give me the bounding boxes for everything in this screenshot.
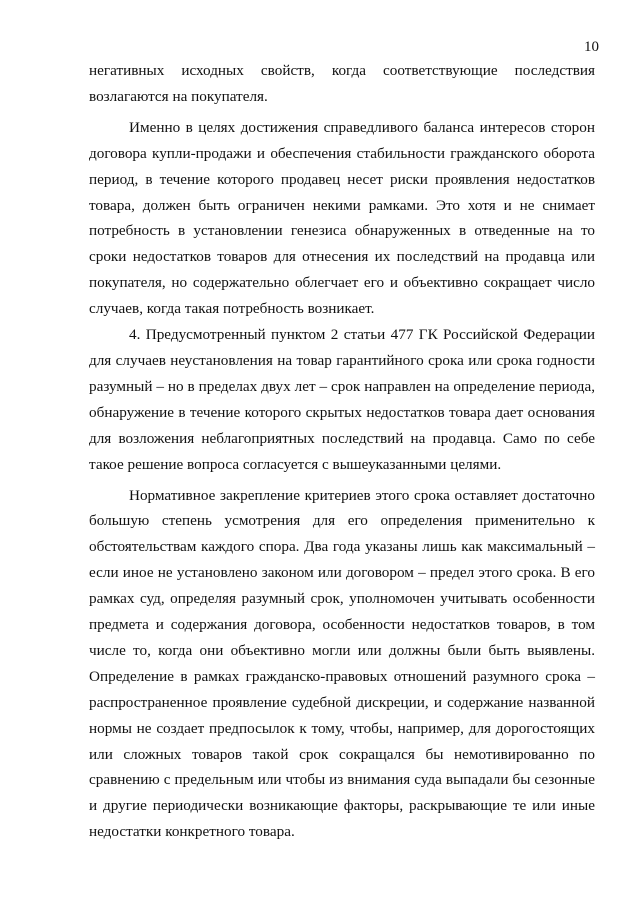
document-body	[89, 58, 595, 845]
paragraph-article-477: 4. Предусмотренный пунктом 2 статьи 477 ГК Российской Федерации для случаев неустановления на товар гарантийного срока или срока годности разумный – но в пределах двух лет – срок направлен на определение периода, обнаружение в течение которого скрытых недостатков товара дает основания для возложения неблагоприятных последствий на продавца. Само по себе такое решение вопроса согласуется с вышеуказанными целями.	[89, 326, 595, 473]
paragraph-continuation: негативных исходных свойств, когда соответствующие последствия возлагаются на покупателя.	[89, 62, 595, 105]
paragraph-balance-of-interests: Именно в целях достижения справедливого баланса интересов сторон договора купли-продажи и обеспечения стабильности гражданского оборота период, в течение которого продавец несет риски проявления недостатков товара, должен быть ограничен некими рамками. Это хотя и не снимает потребность в установлении генезиса обнаруженных в отведенные на то сроки недостатков товаров для отнесения их последствий на продавца или покупателя, но содержательно облегчает его и объективно сокращает число случаев, когда такая потребность возникает.	[89, 118, 595, 318]
page-number: 10	[584, 39, 599, 55]
paragraph-reasonable-term-criteria: Нормативное закрепление критериев этого срока оставляет достаточно большую степень усмотрения для его определения применительно к обстоятельствам каждого спора. Два года указаны лишь как максимальный – если иное не установлено законом или договором – предел этого срока. В его рамках суд, определяя разумный срок, уполномочен учитывать особенности предмета и содержания договора, особенности недостатков товаров, в том числе то, когда они объективно могли или должны были быть выявлены. Определение в рамках гражданско-правовых отношений разумного срока – распространенное проявление судебной дискреции, и содержание названной нормы не создает предпосылок к тому, чтобы, например, для дорогостоящих или сложных товаров такой срок сокращался бы немотивированно по сравнению с предельным или чтобы из внимания суда выпадали бы сезонные и другие периодически возникающие факторы, раскрывающие те или иные недостатки конкретного товара.	[89, 486, 595, 841]
